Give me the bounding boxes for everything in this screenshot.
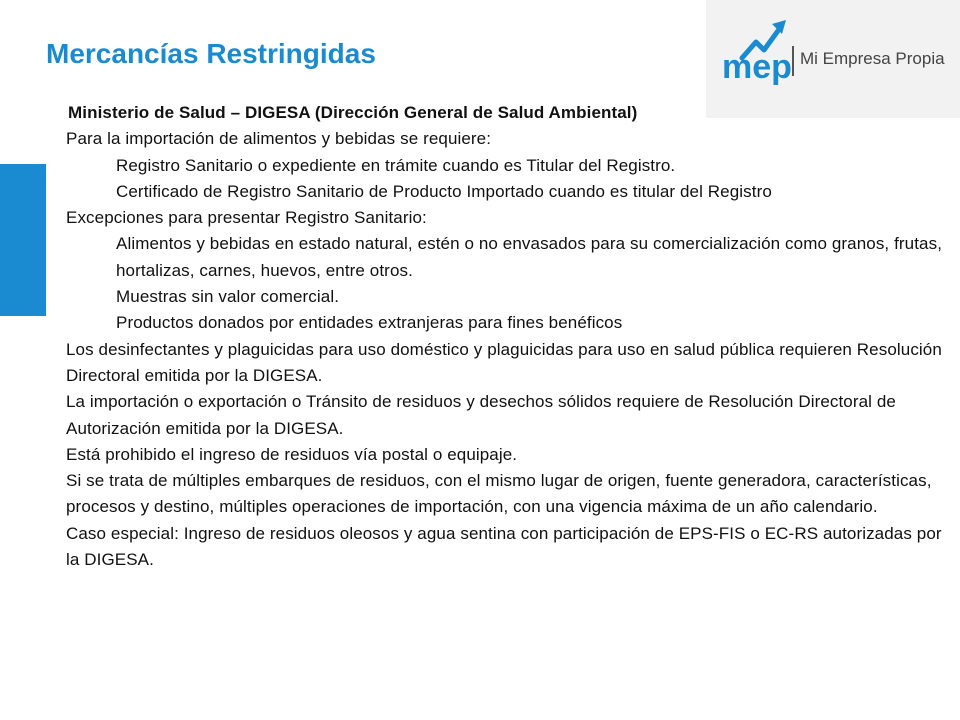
section-heading: Ministerio de Salud – DIGESA (Dirección General de Salud Ambiental) (68, 103, 638, 122)
exception-item: Productos donados por entidades extranjeras para fines benéficos (116, 313, 623, 333)
exceptions-title: Excepciones para presentar Registro Sanitario: (66, 208, 427, 228)
exception-item: Alimentos y bebidas en estado natural, estén o no envasados para su comercialización como granos, frutas, hortalizas, carnes, huevos, entre otros. (116, 234, 943, 280)
accent-bar (0, 164, 46, 316)
intro-text: Para la importación de alimentos y bebidas se requiere: (66, 129, 492, 149)
logo-divider (792, 46, 794, 76)
paragraph: La importación o exportación o Tránsito de residuos y desechos sólidos requiere de Resolución Directoral de Autorización emitida por la DIGESA. (66, 392, 896, 438)
requirement-item: Registro Sanitario o expediente en trámite cuando es Titular del Registro. (116, 155, 676, 175)
paragraph: Está prohibido el ingreso de residuos vía postal o equipaje. (66, 444, 518, 464)
exception-item: Muestras sin valor comercial. (116, 287, 340, 307)
mep-logo-mark-text: mep (722, 48, 792, 86)
mep-logo-mark (722, 18, 794, 88)
paragraph: Si se trata de múltiples embarques de residuos, con el mismo lugar de origen, fuente generadora, características, procesos y destino, múltiples operaciones de importación, con una vigencia máxima de un año calendario. (66, 471, 932, 517)
slide-title: Mercancías Restringidas (46, 38, 376, 69)
paragraph: Los desinfectantes y plaguicidas para uso doméstico y plaguicidas para uso en salud pública requieren Resolución Directoral emitida por la DIGESA. (66, 339, 942, 385)
paragraph: Caso especial: Ingreso de residuos oleosos y agua sentina con participación de EPS-FIS o EC-RS autorizadas por la DIGESA. (66, 523, 942, 570)
logo-text: Mi Empresa Propia (800, 49, 945, 68)
content-body (66, 100, 946, 573)
requirement-item: Certificado de Registro Sanitario de Producto Importado cuando es titular del Registro (116, 181, 772, 201)
